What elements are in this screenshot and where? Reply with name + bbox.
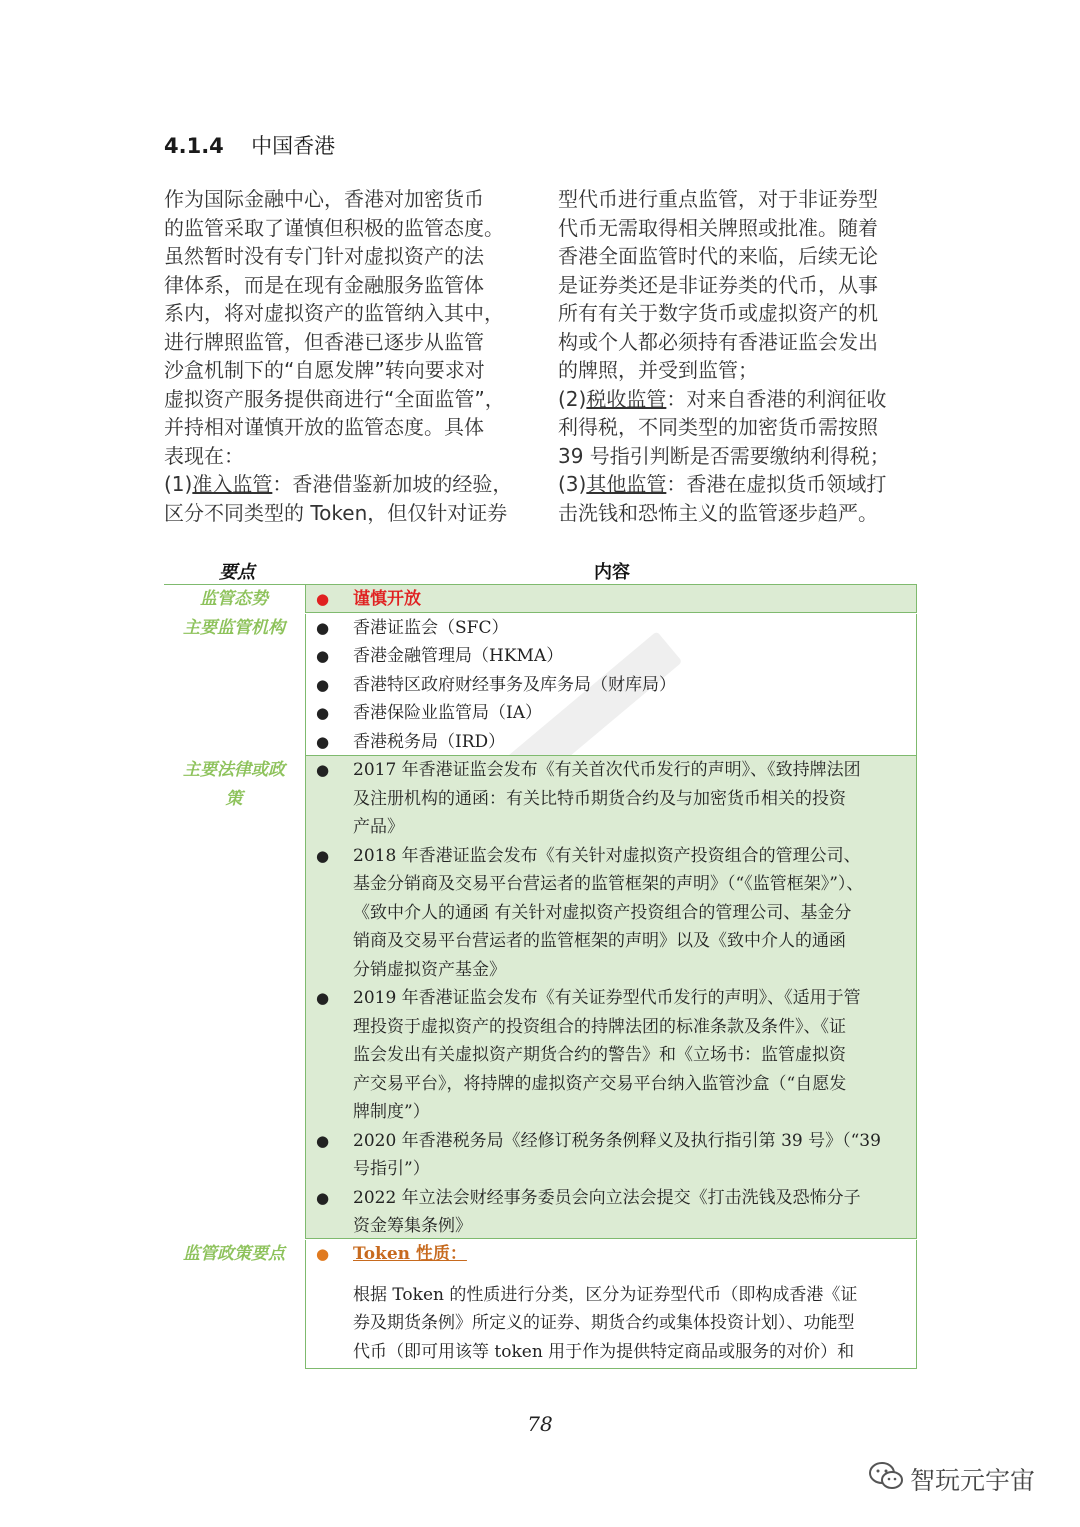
text-line: 作为国际金融中心，香港对加密货币 xyxy=(164,187,484,211)
text-line: 是证券类还是非证券类的代币，从事 xyxy=(558,272,878,297)
header-content: 内容 xyxy=(594,562,630,583)
underlined-term: 其他监管 xyxy=(586,472,667,496)
underlined-term: 准入监管 xyxy=(192,472,273,496)
list-item: ● 香港税务局（IRD） xyxy=(306,728,916,757)
list-item: ● 香港金融管理局（HKMA） xyxy=(306,642,916,671)
policy-paragraph: 根据 Token 的性质进行分类，区分为证券型代币（即构成香港《证 券及期货条例》所定义的证券、期货合约或集体投资计划）、功能型 代币（即可用该等 token 用于作为提供特定商品或服务的对价）和 xyxy=(353,1284,858,1362)
page-number: 78 xyxy=(527,1412,553,1436)
token-heading: Token 性质： xyxy=(353,1244,467,1264)
text-line: 的牌照，并受到监管； xyxy=(558,358,758,382)
text-line: 沙盒机制下的“自愿发牌”转向要求对 xyxy=(164,358,485,382)
table-row-laws xyxy=(164,756,917,1240)
list-item: ● 谨慎开放 xyxy=(306,585,916,614)
list-item: ● 2020 年香港税务局《经修订税务条例释义及执行指引第 39 号》（“39 号指引”） xyxy=(306,1127,916,1184)
brand-footer xyxy=(868,1455,1058,1499)
bullet-icon: ● xyxy=(316,1131,330,1150)
body-column-left xyxy=(164,185,529,527)
table-row-policy xyxy=(164,1240,917,1370)
bullet-icon: ● xyxy=(316,846,330,865)
bullet-icon: ● xyxy=(316,1188,330,1207)
text-line: 构或个人都必须持有香港证监会发出 xyxy=(558,329,878,354)
text-line: (1)准入监管：香港借鉴新加坡的经验， xyxy=(164,472,513,496)
bullet-icon: ● xyxy=(316,732,330,751)
bullet-icon: ● xyxy=(316,1245,330,1263)
list-item xyxy=(306,1240,916,1269)
row-label: 主要监管机构 xyxy=(183,617,285,638)
row-label: 主要法律或政 策 xyxy=(183,760,285,809)
list-item: ● 2017 年香港证监会发布《有关首次代币发行的声明》、《致持牌法团 及注册机构的通函：有关比特币期货合约及与加密货币相关的投资 产品》 xyxy=(306,756,916,842)
regulation-table xyxy=(164,556,917,1370)
list-item: ● 香港保险业监管局（IA） xyxy=(306,699,916,728)
bullet-icon: ● xyxy=(316,647,330,665)
text-line: 香港全面监管时代的来临，后续无论 xyxy=(558,244,878,268)
text-line: 律体系，而是在现有金融服务监管体 xyxy=(164,272,484,297)
brand-name: 智玩元宇宙 xyxy=(910,1466,1036,1495)
text-line: 系内，将对虚拟资产的监管纳入其中， xyxy=(164,301,504,325)
bullet-icon: ● xyxy=(316,675,330,694)
table-row-agencies xyxy=(164,614,917,757)
text-line: (3)其他监管：香港在虚拟货币领域打 xyxy=(558,472,887,496)
text-line: 区分不同类型的 Token，但仅针对证券 xyxy=(164,500,508,525)
bullet-icon: ● xyxy=(316,618,330,637)
list-item: ● 2019 年香港证监会发布《有关证券型代币发行的声明》、《适用于管 理投资于虚拟资产的投资组合的持牌法团的标准条款及条件》、《证 监会发出有关虚拟资产期货合约的警告》和《立场书：监管虚拟资 产交易平台》，将持牌的虚拟资产交易平台纳入监管沙盒（“自愿发 牌制度”） xyxy=(306,984,916,1127)
text-line: 并持相对谨慎开放的监管态度。具体 xyxy=(164,415,484,439)
text-line: 39 号指引判断是否需要缴纳利得税； xyxy=(558,443,890,468)
text-line: 代币无需取得相关牌照或批准。随着 xyxy=(558,215,878,240)
bullet-icon: ● xyxy=(316,590,330,608)
text-line: 虚拟资产服务提供商进行“全面监管”， xyxy=(164,386,505,411)
text-line: 击洗钱和恐怖主义的监管逐步趋严。 xyxy=(558,500,878,525)
section-title: 中国香港 xyxy=(251,134,336,158)
text-line: (2)税收监管：对来自香港的利润征收 xyxy=(558,386,887,411)
bullet-icon: ● xyxy=(316,761,330,779)
bullet-icon: ● xyxy=(316,704,330,722)
section-heading xyxy=(164,130,335,160)
list-item: ● 香港证监会（SFC） xyxy=(306,614,916,643)
text-line: 的监管采取了谨慎但积极的监管态度。 xyxy=(164,215,504,240)
underlined-term: 税收监管 xyxy=(586,386,667,411)
list-item: ● 2022 年立法会财经事务委员会向立法会提交《打击洗钱及恐怖分子 资金筹集条例》 xyxy=(306,1184,916,1241)
list-item: ● 2018 年香港证监会发布《有关针对虚拟资产投资组合的管理公司、 基金分销商及交易平台营运者的监管框架的声明》（“《监管框架》”）、 《致中介人的通函 有关针对虚拟资产投资组合的管理公司、基金分 销商及交易平台营运者的监管框架的声明》以及《致中介人的通函 分销虚拟资产基金》 xyxy=(306,842,916,985)
text-line: 虽然暂时没有专门针对虚拟资产的法 xyxy=(164,244,484,268)
text-line: 所有有关于数字货币或虚拟资产的机 xyxy=(558,301,878,325)
row-label: 监管态势 xyxy=(200,589,268,609)
table-row-stance xyxy=(164,585,917,614)
bullet-icon: ● xyxy=(316,989,330,1007)
text-line: 型代币进行重点监管，对于非证券型 xyxy=(558,187,878,211)
header-point: 要点 xyxy=(219,562,255,583)
section-number: 4.1.4 xyxy=(164,134,224,158)
text-line: 进行牌照监管，但香港已逐步从监管 xyxy=(164,329,484,354)
row-label: 监管政策要点 xyxy=(183,1244,285,1264)
table-header xyxy=(164,556,917,585)
wechat-icon xyxy=(868,1461,904,1491)
text-line: 表现在： xyxy=(164,443,244,468)
list-item: ● 香港特区政府财经事务及库务局（财库局） xyxy=(306,671,916,700)
body-column-right xyxy=(558,185,920,527)
text-line: 利得税，不同类型的加密货币需按照 xyxy=(558,415,878,439)
